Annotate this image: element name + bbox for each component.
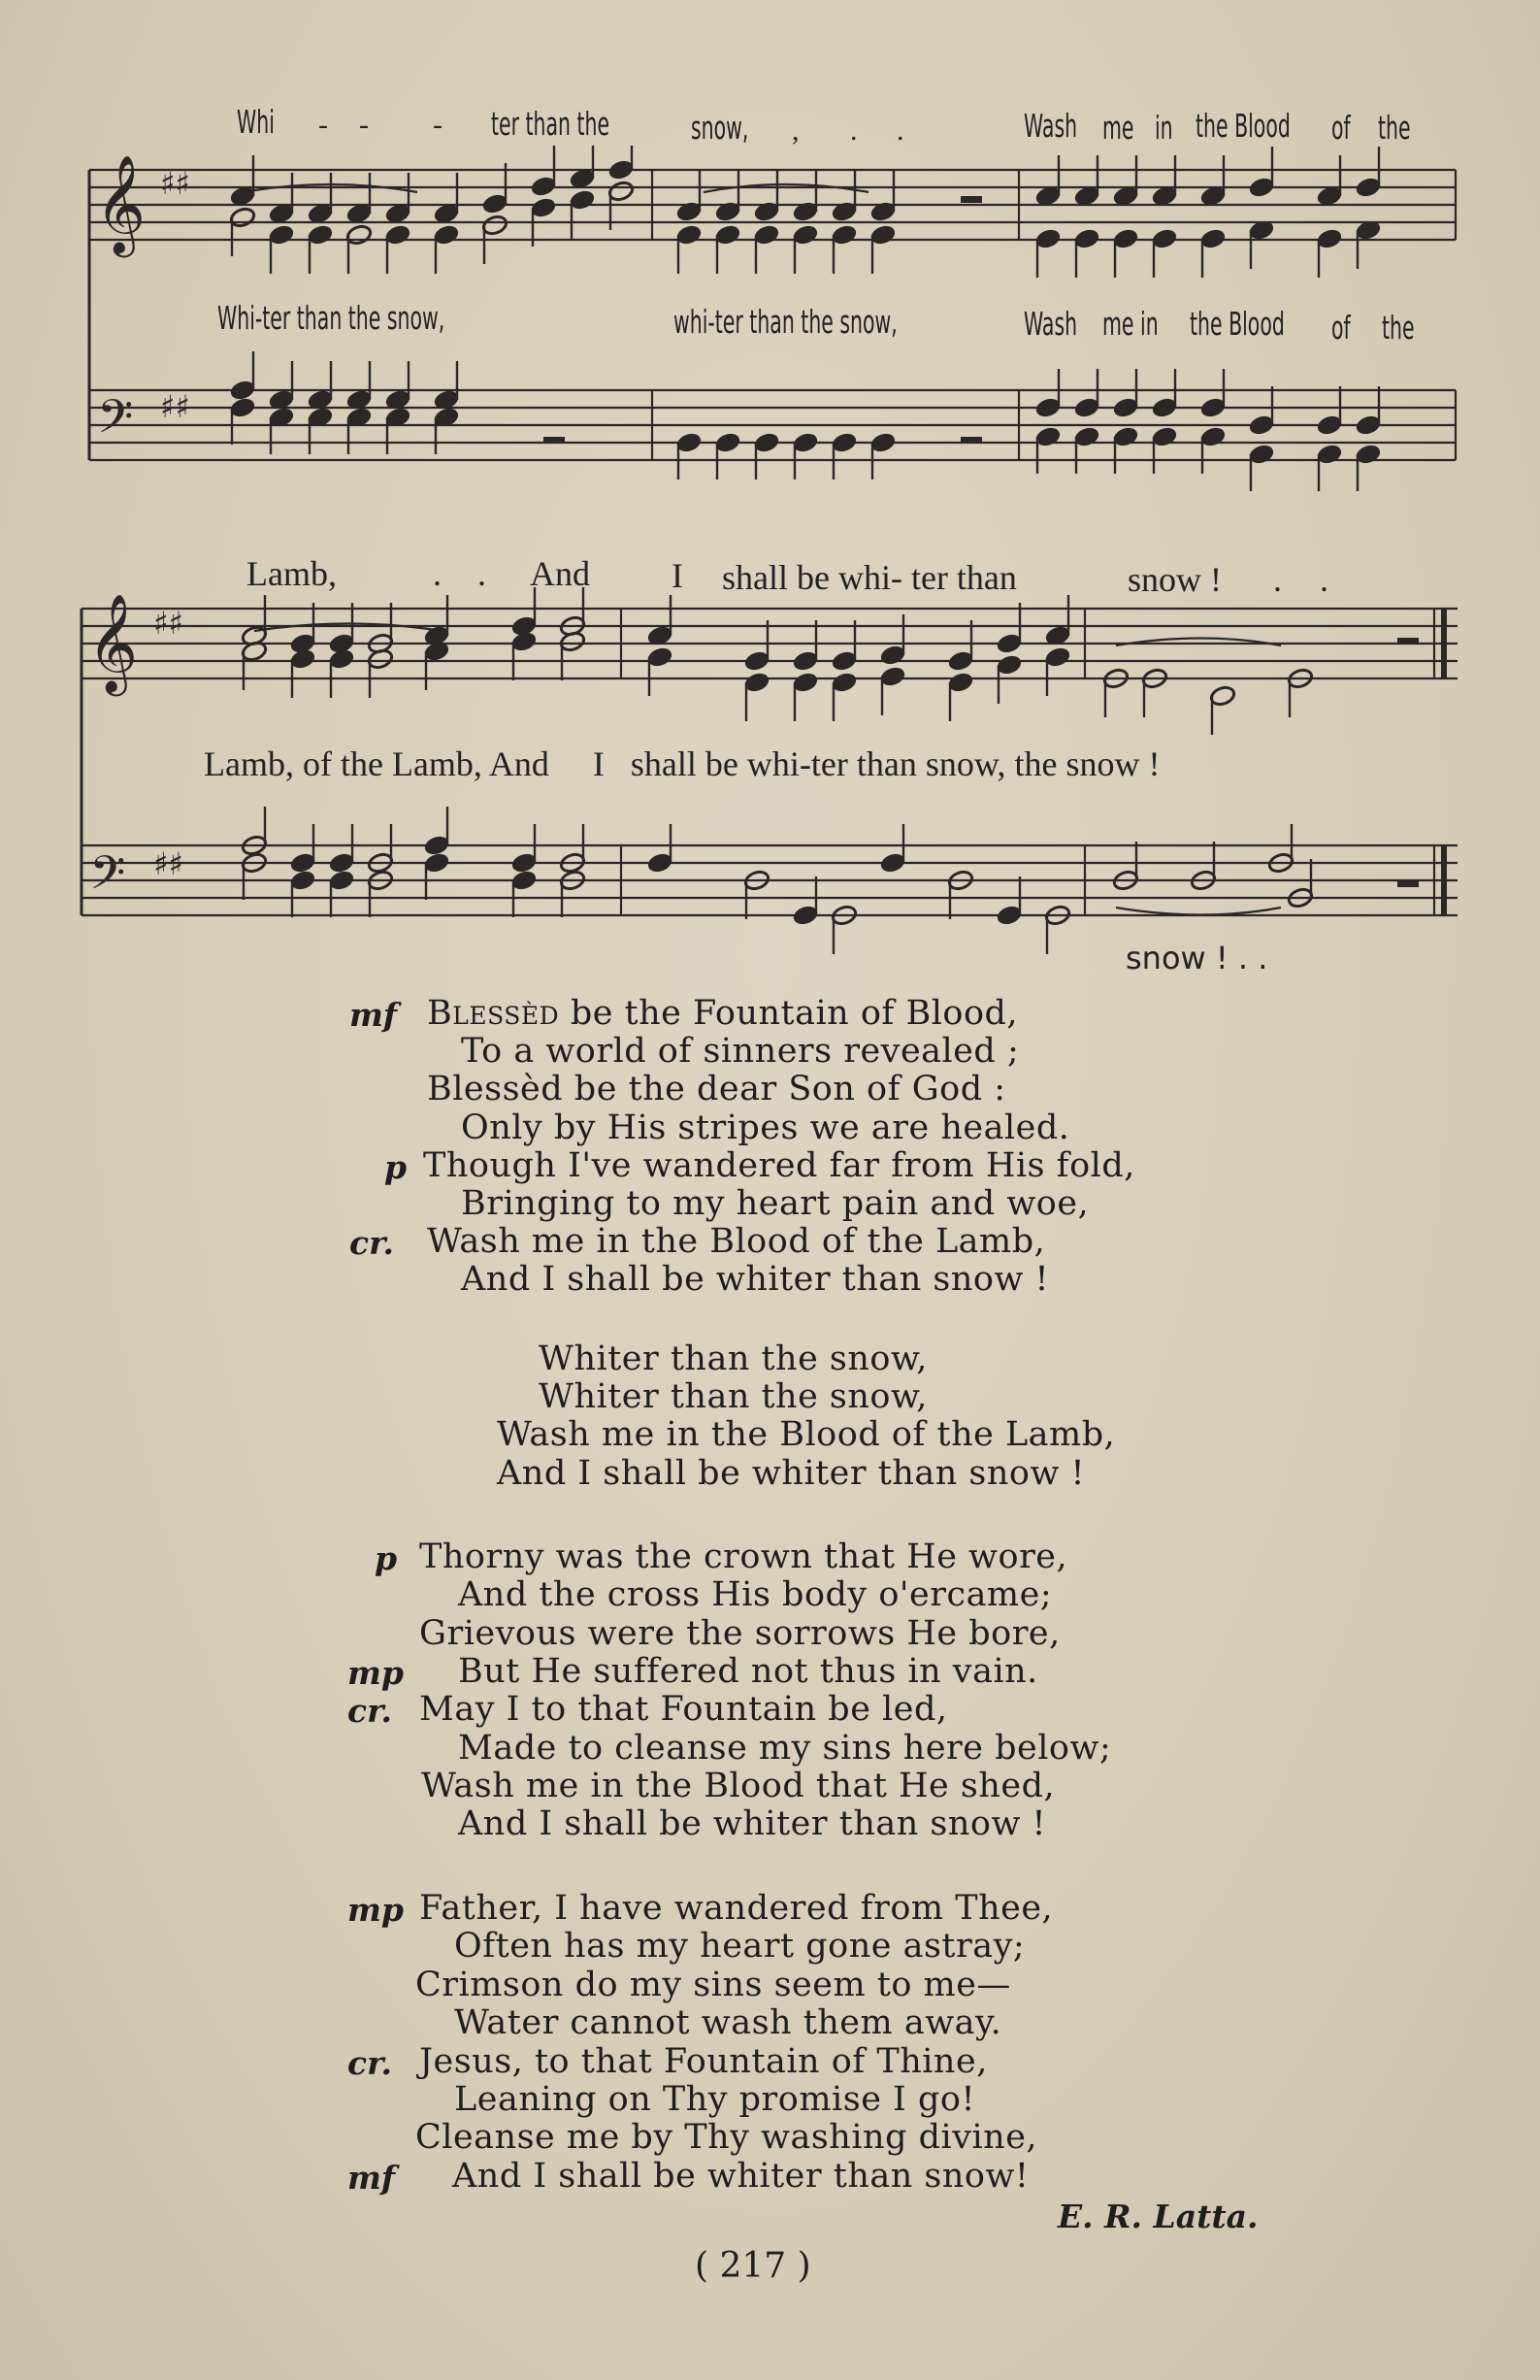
verse-2-line-2: Whiter than the snow, [539,1377,928,1417]
s2-lyric-bass-bottom: snow ! . . [1126,940,1268,976]
system1-music [0,146,1540,553]
s1-bass-rest [543,437,565,444]
s1-lyric-bottom-7: the [1382,309,1415,347]
verse-3-line-4: But He suffered not thus in vain. [458,1651,1038,1691]
verse-4-line-6: Leaning on Thy promise I go! [454,2080,976,2119]
s2-lyric-top-3: . [477,554,486,593]
s2-treble-rest [1397,638,1419,645]
verse-1-line-6: Bringing to my heart pain and woe, [461,1184,1090,1223]
s1-lyric-top-10: Wash [1024,107,1078,145]
s1-lyric-top-2: - [318,109,328,141]
verse-3-line-3: Grievous were the sorrows He bore, [419,1613,1061,1653]
s1-lyric-top-3: - [359,109,369,141]
verse-2-line-4: And I shall be whiter than snow ! [497,1453,1086,1493]
s1-lyric-top-4: - [433,109,442,141]
s2-lyric-top-1: Lamb, [246,554,337,593]
s2-lyric-top-6: shall be whi- ter than [722,558,1017,597]
s2-lyric-top-5: I [672,556,683,595]
verse-4-line-2: Often has my heart gone astray; [454,1927,1026,1967]
svg-text:𝄢: 𝄢 [97,389,134,455]
verse-1-line-2: To a world of sinners revealed ; [461,1032,1020,1072]
s1-lyric-top-9: . [897,115,904,147]
verse-4-line-4: Water cannot wash them away. [454,2003,1002,2043]
verse-1-line-7: Wash me in the Blood of the Lamb, [427,1222,1046,1262]
s1-treble-rest [961,196,982,203]
verse-2-line-3: Wash me in the Blood of the Lamb, [497,1415,1116,1455]
s2-lyric-top-4: And [530,554,590,593]
s2-lyric-top-8: . [1273,560,1282,599]
s2-lyric-top-2: . [433,554,442,593]
s1-lyric-bottom-1: Whi-ter than the snow, [217,299,445,337]
verse-3-dynamic-5: cr. [347,1692,392,1731]
s1-lyric-top-6: snow, [691,109,749,147]
s1-lyric-bottom-3: Wash [1024,305,1078,343]
verse-1-dynamic-7: cr. [349,1224,394,1263]
s1-bass-rest-2 [961,437,982,444]
system2-music [0,587,1540,995]
verse-1-dynamic-5: p [384,1147,408,1186]
verse-1-dynamic-1: mf [349,996,398,1034]
svg-text:♯♯: ♯♯ [160,165,190,202]
s2-bass-rest [1397,880,1419,887]
s1-lyric-top-7: , [792,115,800,147]
s1-lyric-bottom-2: whi-ter than the snow, [673,303,898,341]
verse-3-line-1: Thorny was the crown that He wore, [419,1537,1068,1576]
svg-text:♯♯: ♯♯ [160,388,190,425]
verse-3-line-2: And the cross His body o'ercame; [458,1575,1053,1615]
verse-1-line-8: And I shall be whiter than snow ! [461,1260,1050,1300]
verse-1-line-4: Only by His stripes we are healed. [461,1107,1070,1147]
s1-lyric-top-15: the [1378,109,1411,147]
s1-lyric-bottom-4: me in [1102,305,1159,343]
verse-2-line-1: Whiter than the snow, [539,1339,928,1378]
s1-lyric-bottom-5: the Blood [1190,305,1285,343]
svg-text:♯♯: ♯♯ [153,845,183,882]
verse-1-line-1: Blessèd be the Fountain of Blood, [427,994,1019,1033]
s1-lyric-top-5: ter than the [491,105,610,143]
verse-4-line-8: And I shall be whiter than snow! [452,2156,1030,2196]
svg-text:𝄞: 𝄞 [87,592,139,692]
author-credit: E. R. Latta. [1058,2198,1259,2235]
verse-4-dynamic-5: cr. [347,2043,392,2082]
s1-lyric-top-11: me [1102,109,1134,147]
verse-4-line-1: Father, I have wandered from Thee, [419,1889,1054,1928]
verse-4-line-5: Jesus, to that Fountain of Thine, [419,2041,988,2081]
s2-lyric-top-9: . [1320,560,1328,599]
s1-lyric-bottom-6: of [1331,309,1351,347]
verse-3-dynamic-4: mp [347,1653,404,1692]
svg-text:𝄞: 𝄞 [95,153,147,253]
svg-text:𝄢: 𝄢 [89,845,126,911]
verse-1-line-5: Though I've wandered far from His fold, [423,1145,1135,1185]
s1-lyric-top-1: Whi [237,103,275,141]
s1-lyric-top-14: of [1331,109,1351,147]
verse-3-line-7: Wash me in the Blood that He shed, [421,1766,1056,1805]
s2-lyric-top-7: snow ! [1128,560,1222,599]
s1-lyric-top-12: in [1155,109,1173,147]
verse-4-dynamic-1: mp [347,1891,404,1929]
verse-4-dynamic-8: mf [347,2158,396,2197]
page-number: ( 217 ) [695,2246,811,2286]
verse-3-line-6: Made to cleanse my sins here below; [458,1728,1112,1768]
verse-4-line-7: Cleanse me by Thy washing divine, [415,2118,1038,2158]
verse-4-line-3: Crimson do my sins seem to me— [415,1965,1011,2004]
verse-3-line-5: May I to that Fountain be led, [419,1690,948,1730]
verse-3-dynamic-1: p [375,1539,398,1577]
verse-1-line-3: Blessèd be the dear Son of God : [427,1070,1006,1109]
s2-lyric-bottom: Lamb, of the Lamb, And I shall be whi-ter than snow, the snow ! [204,744,1161,783]
svg-text:♯♯: ♯♯ [153,605,183,642]
verse-3-line-8: And I shall be whiter than snow ! [458,1804,1047,1844]
s1-lyric-top-8: . [850,115,858,147]
s1-lyric-top-13: the Blood [1196,107,1291,145]
